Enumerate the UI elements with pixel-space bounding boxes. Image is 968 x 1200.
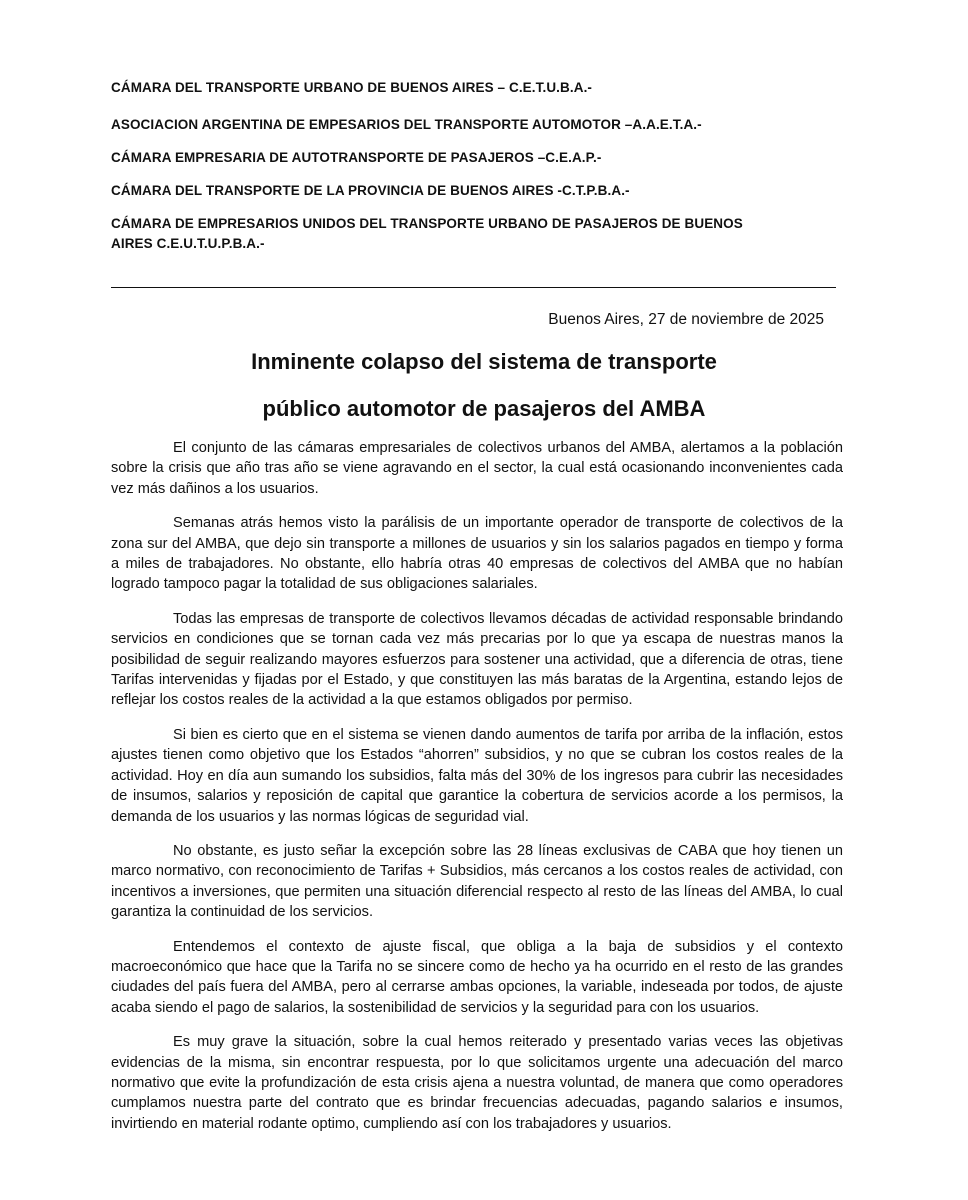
organization-name: ASOCIACION ARGENTINA DE EMPESARIOS DEL TRANSPORTE AUTOMOTOR –A.A.E.T.A.- <box>111 117 702 132</box>
organization-name: CÁMARA DEL TRANSPORTE DE LA PROVINCIA DE BUENOS AIRES -C.T.P.B.A.- <box>111 183 630 198</box>
organizations-header <box>111 78 851 254</box>
body-paragraph: Es muy grave la situación, sobre la cual hemos reiterado y presentado varias veces las objetivas evidencias de la misma, sin encontrar respuesta, por lo que solicitamos urgente una adecuación del marco normativo que evite la profundización de esta crisis ajena a nuestra voluntad, de manera que como operadores cumplamos nuestra parte del contrato que es brindar frecuencias adecuadas, pagando salarios e insumos, invirtiendo en material rodante optimo, cumpliendo así con los trabajadores y usuarios. <box>111 1034 843 1132</box>
body-paragraph: Entendemos el contexto de ajuste fiscal, que obliga a la baja de subsidios y el contexto macroeconómico que hace que la Tarifa no se sincere como de hecho ya ha ocurrido en el resto de las grandes ciudades del país fuera del AMBA, pero al cerrarse ambas opciones, la variable, indeseada por todos, de ajuste acaba siendo el pago de salarios, la sostenibilidad de servicios y la seguridad para con los usuarios. <box>111 938 843 1016</box>
body-paragraph: Todas las empresas de transporte de colectivos llevamos décadas de actividad responsable brindando servicios en condiciones que se tornan cada vez más precarias por lo que ya escapa de nuestras manos la posibilidad de seguir realizando mayores esfuerzos para sostener una actividad, que a diferencia de otras, tiene Tarifas intervenidas y fijadas por el Estado, y que constituyen las más baratas de la Argentina, estando lejos de reflejar los costos reales de la actividad a la que estamos obligados por permiso. <box>111 610 843 709</box>
document-body <box>111 438 843 1134</box>
body-paragraph: Si bien es cierto que en el sistema se vienen dando aumentos de tarifa por arriba de la inflación, estos ajustes tienen como objetivo que los Estados “ahorren” subsidios, y no que se cubran los costos reales de la actividad. Hoy en día aun sumando los subsidios, falta más del 30% de los ingresos para cubrir las necesidades de insumos, salarios y reposición de capital que garantice la cobertura de servicios acorde a los permisos, la demanda de los usuarios y las normas lógicas de seguridad vial. <box>111 726 843 825</box>
organization-name: CÁMARA EMPRESARIA DE AUTOTRANSPORTE DE PASAJEROS –C.E.A.P.- <box>111 150 602 165</box>
body-paragraph: No obstante, es justo señar la excepción sobre las 28 líneas exclusivas de CABA que hoy tienen un marco normativo, con reconocimiento de Tarifas + Subsidios, más cercanos a los costos reales de actividad, con incentivos a inversiones, que permiten una situación diferencial respecto al resto de las líneas del AMBA, lo cual garantiza la continuidad de los servicios. <box>111 842 843 921</box>
body-paragraph: Semanas atrás hemos visto la parálisis de un importante operador de transporte de colectivos de la zona sur del AMBA, que dejo sin transporte a millones de usuarios y sin los salarios pagados en tiempo y forma a miles de trabajadores. No obstante, ello habría otras 40 empresas de colectivos del AMBA que no habían logrado tampoco pagar la totalidad de sus obligaciones salariales. <box>111 515 843 593</box>
organization-name: CÁMARA DEL TRANSPORTE URBANO DE BUENOS AIRES – C.E.T.U.B.A.- <box>111 80 593 95</box>
body-paragraph: El conjunto de las cámaras empresariales de colectivos urbanos del AMBA, alertamos a la población sobre la crisis que año tras año se viene agravando en el sector, la cual está ocasionando inconvenientes cada vez más dañinos a los usuarios. <box>111 440 843 497</box>
header-divider <box>111 287 836 288</box>
document-title-line-1: Inminente colapso del sistema de transporte <box>251 349 717 374</box>
document-title-line-2: público automotor de pasajeros del AMBA <box>262 396 706 421</box>
document-date: Buenos Aires, 27 de noviembre de 2025 <box>548 311 824 328</box>
organization-name: CÁMARA DE EMPRESARIOS UNIDOS DEL TRANSPORTE URBANO DE PASAJEROS DE BUENOS AIRES C.E.U.T.U.P.B.A.- <box>111 216 743 251</box>
